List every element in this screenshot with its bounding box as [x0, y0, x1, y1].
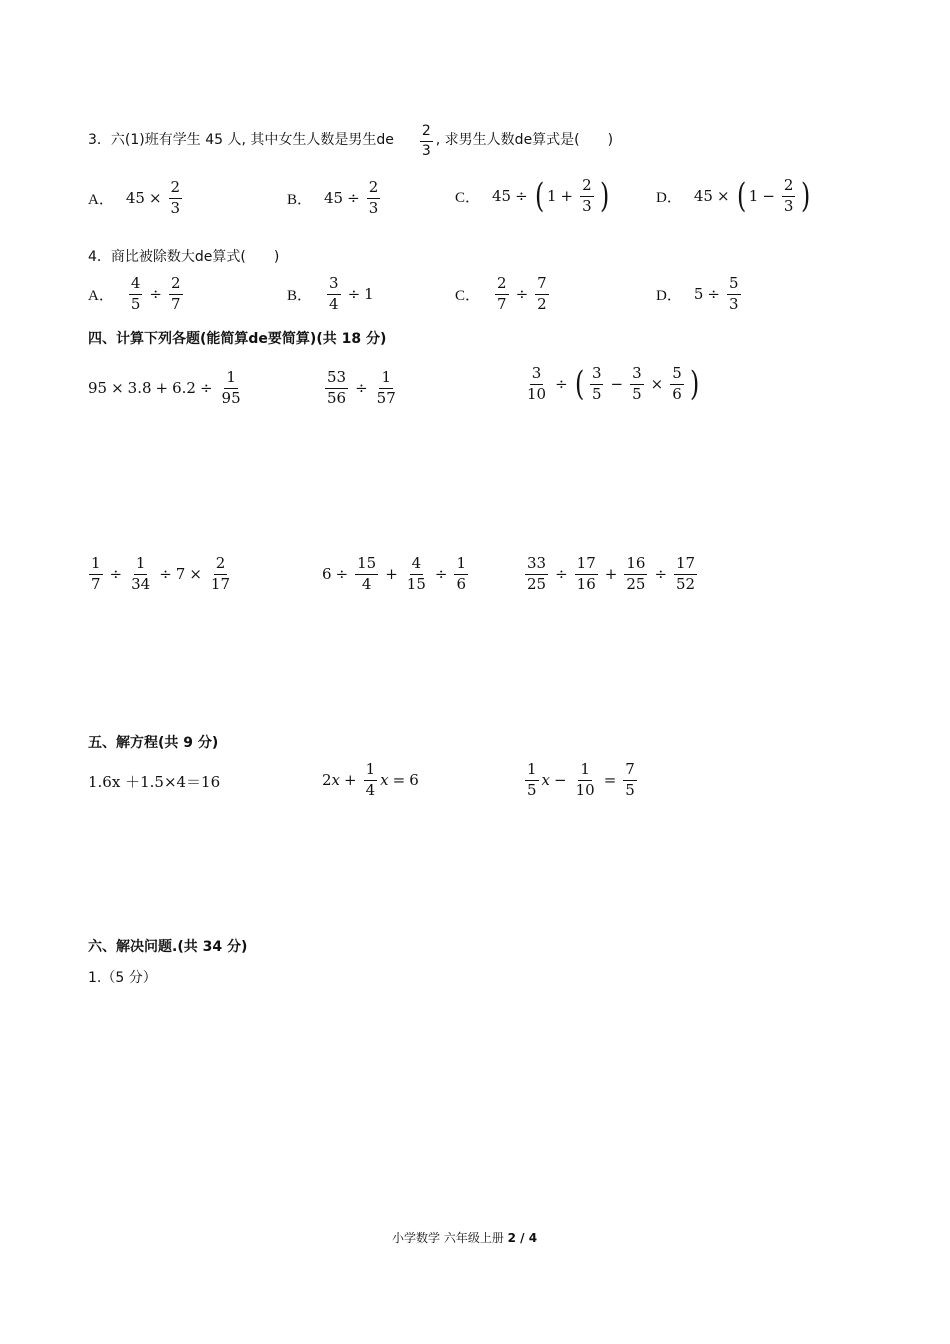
question-3-fraction: $\frac{2}{3}$	[421, 123, 431, 159]
q4-option-b: B． $\frac{3}{4}$ ÷ 1	[287, 274, 374, 313]
q3-option-c: C． 45 ÷ ( 1 + $\frac{2}{3}$ )	[455, 176, 609, 217]
q4-option-c: C． $\frac{2}{7}$ ÷ $\frac{7}{2}$	[455, 274, 547, 313]
section-6-title: 六、解决问题.(共 34 分)	[88, 939, 248, 955]
equation-1: 1.6x ＋1.5×4＝16	[88, 773, 221, 791]
q4-option-a: A． $\frac{4}{5}$ ÷ $\frac{2}{7}$	[88, 274, 181, 313]
q4-option-d: D． 5 ÷ $\frac{5}{3}$	[656, 274, 739, 313]
section-5-title: 五、解方程(共 9 分)	[88, 735, 219, 751]
q3-option-a: A． 45 × $\frac{2}{3}$	[88, 178, 181, 217]
section-6-question-1: 1.（5 分）	[88, 970, 157, 986]
equation-3: $\frac{1}{5}$ x − $\frac{1}{10}$ = $\frac{7}{5}$	[527, 760, 635, 799]
equation-2: 2 x + $\frac{1}{4}$ x = 6	[322, 760, 419, 799]
question-3-text-b: , 求男生人数de算式是( )	[435, 132, 614, 149]
footer-subject: 小学数学 六年级上册	[392, 1231, 508, 1245]
section-4-expression-5: 6 ÷ $\frac{15}{4}$ + $\frac{4}{15}$ ÷ $\frac{1}{6}$	[322, 554, 467, 593]
section-4-expression-3: $\frac{3}{10}$ ÷ ( $\frac{3}{5}$ − $\frac{3}{5}$ × $\frac{5}{6}$ )	[527, 364, 700, 405]
section-4-title: 四、计算下列各题(能简算de要简算)(共 18 分)	[88, 331, 387, 347]
q3-option-b: B． 45 ÷ $\frac{2}{3}$	[287, 178, 379, 217]
question-4-text: 4．商比被除数大de算式( )	[88, 249, 280, 265]
section-4-expression-1: 95 × 3.8 + 6.2 ÷ $\frac{1}{95}$	[88, 368, 241, 407]
q3-option-d: D． 45 × ( 1 − $\frac{2}{3}$ )	[656, 176, 811, 217]
section-4-expression-4: $\frac{1}{7}$ ÷ $\frac{1}{34}$ ÷ 7 × $\frac{2}{17}$	[91, 554, 231, 593]
page-footer	[392, 1229, 537, 1246]
question-3-text-a: 3．六(1)班有学生 45 人, 其中女生人数是男生de	[88, 132, 394, 149]
section-4-expression-6: $\frac{33}{25}$ ÷ $\frac{17}{16}$ + $\frac{16}{25}$ ÷ $\frac{17}{52}$	[527, 554, 696, 593]
page-number: 2 / 4	[507, 1231, 538, 1245]
question-3	[88, 122, 614, 159]
section-4-expression-2: $\frac{53}{56}$ ÷ $\frac{1}{57}$	[327, 368, 396, 407]
